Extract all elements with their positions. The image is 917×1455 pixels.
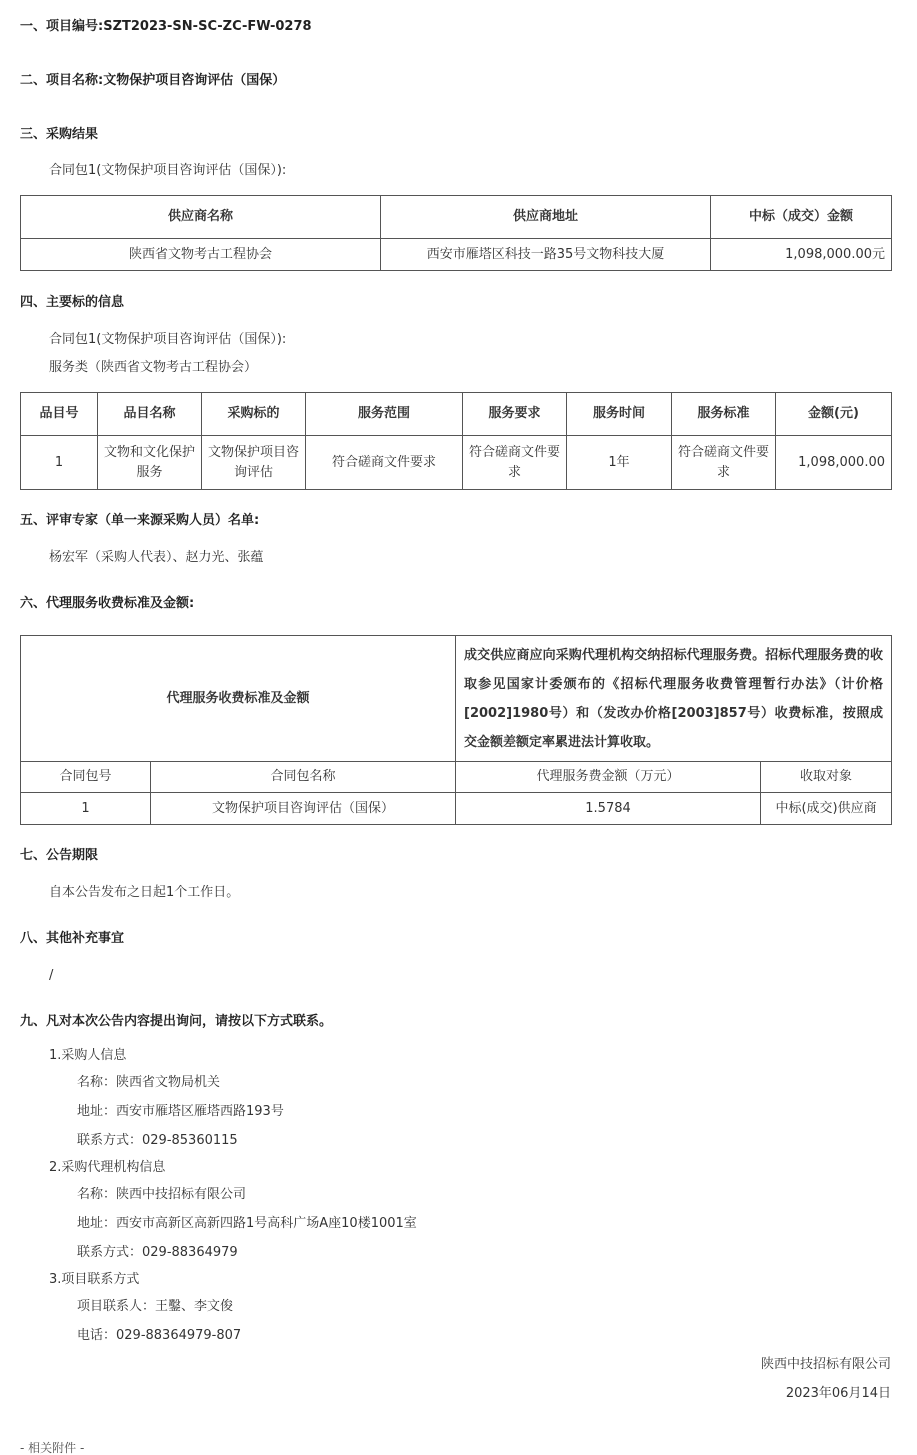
fee-standard-desc: 成交供应商应向采购代理机构交纳招标代理服务费。招标代理服务费的收取参见国家计委颁布的《招标代理服务收费管理暂行办法》（计价格[2002]1980号）和（发改办价格[2003]857号）收费标准，按照成交金额差额定率累进法计算收取。 bbox=[456, 636, 892, 762]
project-number-label: 一、项目编号: bbox=[20, 19, 104, 34]
buyer-address: 地址：西安市雁塔区雁塔西路193号 bbox=[77, 1104, 284, 1119]
project-name-value: 文物保护项目咨询评估（国保） bbox=[103, 73, 286, 88]
header-subject: 采购标的 bbox=[202, 393, 306, 436]
project-number-value: SZT2023-SN-SC-ZC-FW-0278 bbox=[103, 19, 312, 34]
result-package: 合同包1(文物保护项目咨询评估（国保）): bbox=[49, 163, 287, 178]
buyer-phone: 联系方式：029-85360115 bbox=[77, 1133, 238, 1148]
fee-standard-row bbox=[21, 636, 892, 762]
item-name: 文物和文化保护服务 bbox=[98, 436, 202, 490]
header-fee-payer: 收取对象 bbox=[761, 762, 892, 793]
contact-phone: 电话：029-88364979-807 bbox=[77, 1328, 242, 1343]
header-service-standard: 服务标准 bbox=[672, 393, 776, 436]
attachments-heading: - 相关附件 - bbox=[20, 1441, 85, 1455]
section-agency-fee: 六、代理服务收费标准及金额: bbox=[20, 596, 195, 611]
agency-phone: 联系方式：029-88364979 bbox=[77, 1245, 238, 1260]
items-package: 合同包1(文物保护项目咨询评估（国保）): bbox=[49, 332, 287, 347]
header-item-name: 品目名称 bbox=[98, 393, 202, 436]
supplier-name: 陕西省文物考古工程协会 bbox=[21, 239, 381, 271]
service-requirement: 符合磋商文件要求 bbox=[463, 436, 567, 490]
items-table-header bbox=[21, 393, 892, 436]
notice-period-text: 自本公告发布之日起1个工作日。 bbox=[49, 885, 240, 900]
agency-name: 名称：陕西中技招标有限公司 bbox=[77, 1187, 247, 1202]
section-contact: 九、凡对本次公告内容提出询问，请按以下方式联系。 bbox=[20, 1014, 333, 1029]
header-item-no: 品目号 bbox=[21, 393, 98, 436]
header-fee-amount: 代理服务费金额（万元） bbox=[456, 762, 761, 793]
table-row bbox=[21, 793, 892, 825]
service-scope: 符合磋商文件要求 bbox=[306, 436, 463, 490]
header-supplier-name: 供应商名称 bbox=[21, 196, 381, 239]
supplier-address: 西安市雁塔区科技一路35号文物科技大厦 bbox=[381, 239, 711, 271]
project-name bbox=[20, 72, 285, 90]
fee-standard-label: 代理服务收费标准及金额 bbox=[21, 636, 456, 762]
project-number bbox=[20, 18, 312, 36]
expert-names: 杨宏军（采购人代表）、赵力光、张蕴 bbox=[49, 550, 264, 565]
header-winning-amount: 中标（成交）金额 bbox=[711, 196, 892, 239]
item-subject: 文物保护项目咨询评估 bbox=[202, 436, 306, 490]
header-service-scope: 服务范围 bbox=[306, 393, 463, 436]
section-notice-period: 七、公告期限 bbox=[20, 848, 99, 863]
footer-company: 陕西中技招标有限公司 bbox=[760, 1357, 891, 1372]
buyer-heading: 1.采购人信息 bbox=[49, 1048, 127, 1063]
service-time: 1年 bbox=[567, 436, 672, 490]
contact-person: 项目联系人：王鑿、李文俊 bbox=[77, 1299, 234, 1314]
items-category: 服务类（陕西省文物考古工程协会） bbox=[49, 360, 258, 375]
winning-amount: 1,098,000.00元 bbox=[711, 239, 892, 271]
agency-address: 地址：西安市高新区高新四路1号高科广场A座10楼1001室 bbox=[77, 1216, 417, 1231]
table-row bbox=[21, 436, 892, 490]
header-service-time: 服务时间 bbox=[567, 393, 672, 436]
header-package-no: 合同包号 bbox=[21, 762, 151, 793]
result-table-header bbox=[21, 196, 892, 239]
contact-heading: 3.项目联系方式 bbox=[49, 1272, 140, 1287]
section-procurement-result: 三、采购结果 bbox=[20, 127, 99, 142]
fee-table bbox=[20, 635, 892, 825]
table-row bbox=[21, 239, 892, 271]
header-service-requirement: 服务要求 bbox=[463, 393, 567, 436]
items-table bbox=[20, 392, 892, 490]
header-supplier-address: 供应商地址 bbox=[381, 196, 711, 239]
fee-table-header bbox=[21, 762, 892, 793]
section-main-items: 四、主要标的信息 bbox=[20, 295, 125, 310]
header-amount: 金额(元) bbox=[776, 393, 892, 436]
buyer-name: 名称：陕西省文物局机关 bbox=[77, 1075, 221, 1090]
fee-payer: 中标(成交)供应商 bbox=[761, 793, 892, 825]
header-package-name: 合同包名称 bbox=[151, 762, 456, 793]
package-no: 1 bbox=[21, 793, 151, 825]
result-table bbox=[20, 195, 892, 271]
footer-date: 2023年06月14日 bbox=[785, 1386, 891, 1401]
fee-amount: 1.5784 bbox=[456, 793, 761, 825]
agency-heading: 2.采购代理机构信息 bbox=[49, 1160, 166, 1175]
package-name: 文物保护项目咨询评估（国保） bbox=[151, 793, 456, 825]
service-standard: 符合磋商文件要求 bbox=[672, 436, 776, 490]
other-matters-text: / bbox=[49, 968, 54, 983]
project-name-label: 二、项目名称: bbox=[20, 73, 104, 88]
section-other-matters: 八、其他补充事宜 bbox=[20, 931, 125, 946]
section-review-experts: 五、评审专家（单一来源采购人员）名单: bbox=[20, 513, 260, 528]
item-amount: 1,098,000.00 bbox=[776, 436, 892, 490]
item-no: 1 bbox=[21, 436, 98, 490]
